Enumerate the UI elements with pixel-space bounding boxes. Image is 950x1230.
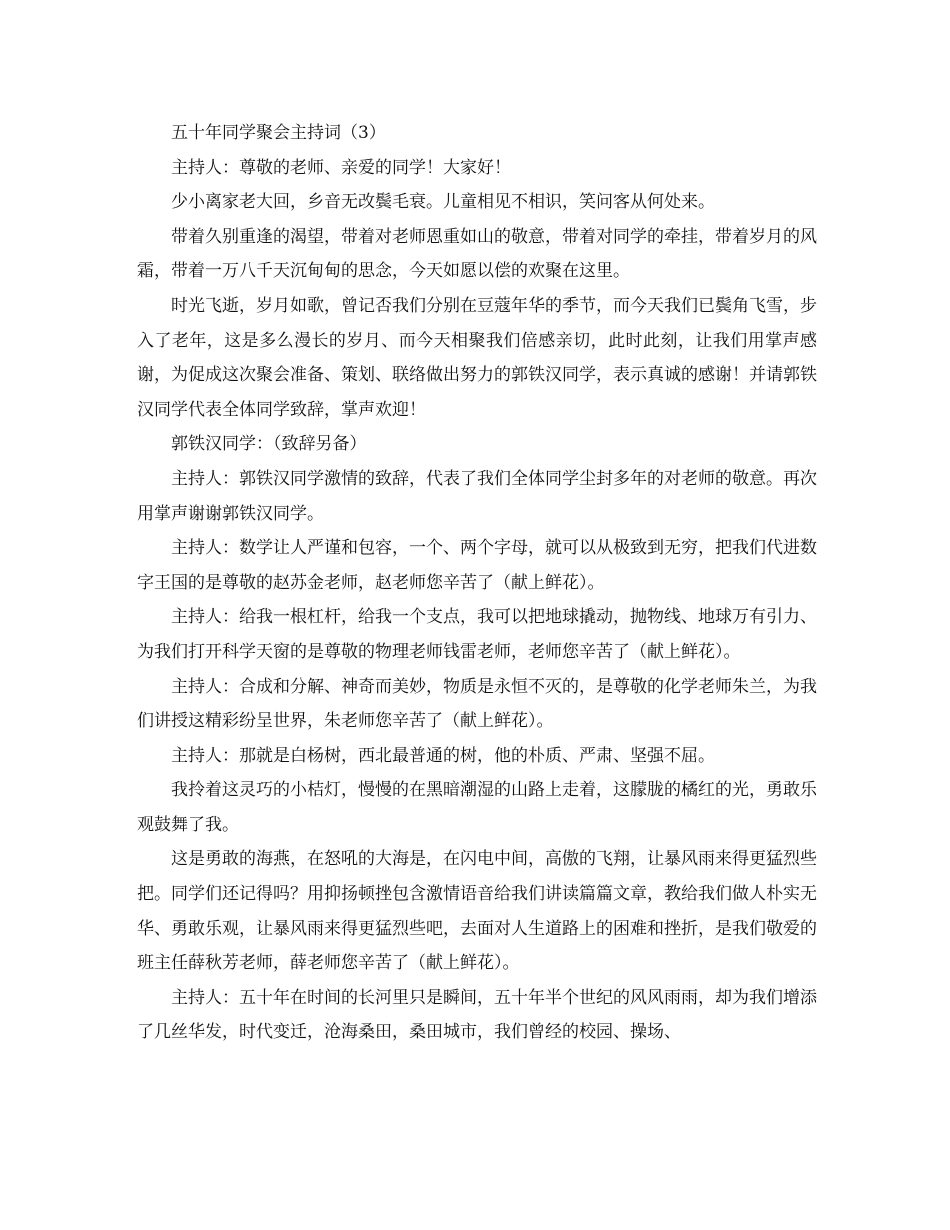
document-title: 五十年同学聚会主持词（3） xyxy=(171,123,386,143)
paragraph: 主持人：尊敬的老师、亲爱的同学！大家好！ xyxy=(171,157,511,178)
paragraph: 我拎着这灵巧的小桔灯，慢慢的在黑暗潮湿的山路上走着，这朦胧的橘红的光，勇敢乐观鼓舞了我。 xyxy=(137,780,817,835)
paragraph: 主持人：数学让人严谨和包容，一个、两个字母，就可以从极致到无穷，把我们代进数字王国的是尊敬的赵苏金老师，赵老师您辛苦了（献上鲜花）。 xyxy=(137,538,817,593)
paragraph: 主持人：郭铁汉同学激情的致辞，代表了我们全体同学尘封多年的对老师的敬意。再次用掌声谢谢郭铁汉同学。 xyxy=(137,468,817,524)
document-body xyxy=(137,116,817,1050)
paragraph: 主持人：五十年在时间的长河里只是瞬间，五十年半个世纪的风风雨雨，却为我们增添了几丝华发，时代变迁，沧海桑田，桑田城市，我们曾经的校园、操场、 xyxy=(137,987,817,1043)
paragraph: 郭铁汉同学：（致辞另备） xyxy=(171,434,367,455)
paragraph: 少小离家老大回，乡音无改鬓毛衰。儿童相见不相识，笑问客从何处来。 xyxy=(171,192,715,213)
paragraph: 这是勇敢的海燕，在怒吼的大海是，在闪电中间，高傲的飞翔，让暴风雨来得更猛烈些把。同学们还记得吗？用抑扬顿挫包含激情语音给我们讲读篇篇文章，教给我们做人朴实无华、勇敢乐观，让暴风雨来得更猛烈些吧，去面对人生道路上的困难和挫折，是我们敬爱的班主任薛秋芳老师，薛老师您辛苦了（献上鲜花）。 xyxy=(137,849,817,974)
paragraph: 主持人：那就是白杨树，西北最普通的树，他的朴质、严肃、坚强不屈。 xyxy=(171,745,715,766)
paragraph: 时光飞逝，岁月如歌，曾记否我们分别在豆蔻年华的季节，而今天我们已鬓角飞雪，步入了老年，这是多么漫长的岁月、而今天相聚我们倍感亲切，此时此刻，让我们用掌声感谢，为促成这次聚会准备、策划、联络做出努力的郭铁汉同学，表示真诚的感谢！并请郭铁汉同学代表全体同学致辞，掌声欢迎！ xyxy=(137,295,817,420)
paragraph: 带着久别重逢的渴望，带着对老师恩重如山的敬意，带着对同学的牵挂，带着岁月的风霜，带着一万八千天沉甸甸的思念，今天如愿以偿的欢聚在这里。 xyxy=(137,226,817,282)
paragraph: 主持人：给我一根杠杆，给我一个支点，我可以把地球撬动，抛物线、地球万有引力、为我们打开科学天窗的是尊敬的物理老师钱雷老师，老师您辛苦了（献上鲜花）。 xyxy=(137,607,817,662)
paragraph: 主持人：合成和分解、神奇而美妙，物质是永恒不灭的，是尊敬的化学老师朱兰，为我们讲授这精彩纷呈世界，朱老师您辛苦了（献上鲜花）。 xyxy=(137,676,817,732)
